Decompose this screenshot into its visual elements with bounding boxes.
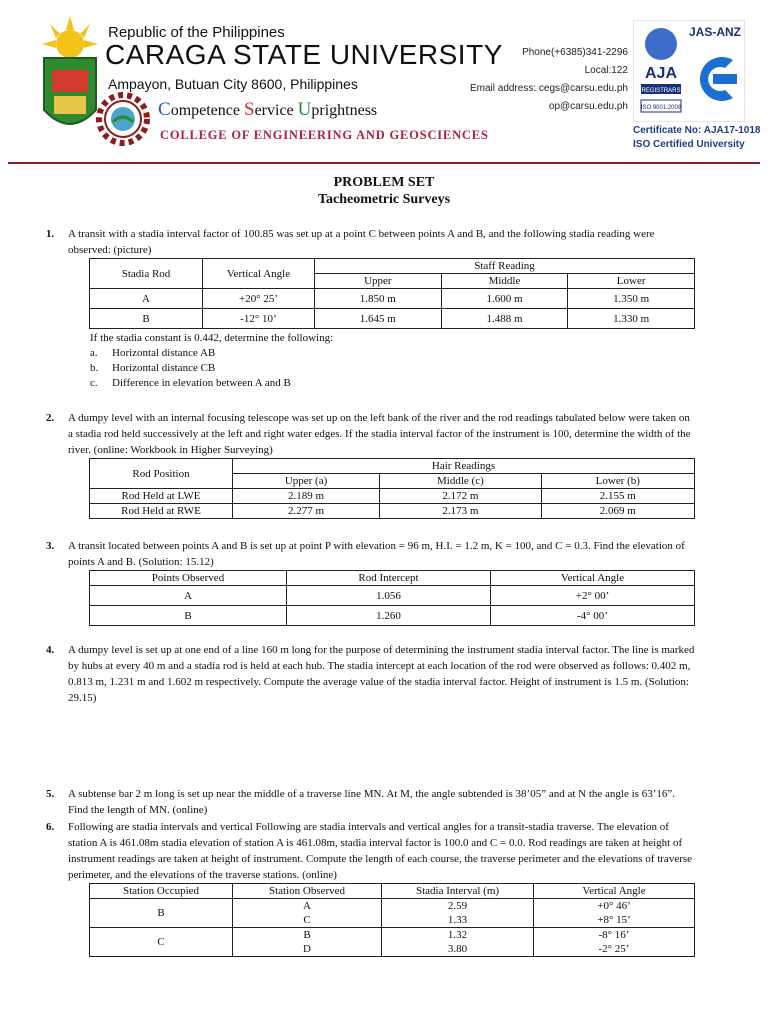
header-cell: Station Occupied — [90, 884, 233, 899]
header-cell: Stadia Interval (m) — [382, 884, 534, 899]
problem-text: A dumpy level is set up at one end of a line 160 m long for the purpose of determining the instrument stadia interval factor. The line is marked by hubs at every 40 m and a stadia rod is held at each hub. The stadia intercept at each location of the rod were observed as follows: 0.402 m, 0.813 m, 1.231 m and 1.602 m respectively. Compute the average value of the stadia interval factor. Height of instrument is 1.5 m. (Solution: 29.15) — [68, 644, 695, 704]
svg-text:AJA: AJA — [644, 65, 678, 82]
problem-4 — [46, 642, 696, 706]
problem-2 — [46, 410, 696, 458]
problem-number: 1. — [46, 228, 55, 240]
problem-text: A transit located between points A and B is set up at point P with elevation = 96 m, H.I. = 1.2 m, K = 100, and C = 0.3. Find the elevation of points A and B. (Solution: 15.12) — [68, 540, 685, 568]
table-row — [90, 289, 695, 309]
contact-info — [470, 44, 628, 116]
problem-text: A dumpy level with an internal focusing telescope was set up on the left bank of the river and the rod readings tabulated below were taken on a stadia rod held successively at the left and right water edges. If the stadia interval factor of the instrument is 100, determine the width of the river. (online: Workbook in Higher Surveying) — [68, 412, 691, 456]
table-cell: 1.350 m — [568, 289, 695, 309]
table-cell: +20° 25’ — [203, 289, 315, 309]
header-cell: Vertical Angle — [534, 884, 695, 899]
table-row — [90, 606, 695, 626]
motto: Competence Service Uprightness — [158, 99, 378, 120]
table-cell: 2.173 m — [380, 504, 542, 519]
header-cell: Hair Readings — [233, 459, 695, 474]
certification-badge — [633, 20, 745, 122]
list-item: c. Difference in elevation between A and B — [90, 377, 291, 389]
problem-text: A transit with a stadia interval factor of 100.85 was set up at a point C between points A and B, and the following stadia reading were observed: (picture) — [68, 228, 655, 256]
header-cell: Station Observed — [233, 884, 382, 899]
header-cell: Points Observed — [90, 571, 287, 586]
table-cell: 2.189 m — [233, 489, 380, 504]
table-cell: 1.645 m — [315, 309, 442, 329]
header-cell: Vertical Angle — [491, 571, 695, 586]
problem-3 — [46, 538, 696, 570]
header-divider — [8, 162, 760, 164]
svg-text:REGISTRARS: REGISTRARS — [641, 88, 681, 94]
table-cell: -8° 16’ -2° 25’ — [534, 928, 695, 957]
table-cell: Rod Held at LWE — [90, 489, 233, 504]
header-cell: Stadia Rod — [90, 259, 203, 289]
table-cell: 1.056 — [287, 586, 491, 606]
university-address: Ampayon, Butuan City 8600, Philippines — [108, 76, 358, 92]
header-cell: Rod Intercept — [287, 571, 491, 586]
table-cell: 2.172 m — [380, 489, 542, 504]
problem-1-after: If the stadia constant is 0.442, determine the following: — [90, 332, 334, 344]
problem-6 — [46, 819, 696, 883]
university-name: CARAGA STATE UNIVERSITY — [105, 39, 503, 70]
university-seal-logo — [38, 14, 102, 142]
table-row — [90, 928, 695, 957]
certificate-number: Certificate No: AJA17-1018 — [633, 125, 761, 136]
local-number: Local:122 — [584, 65, 628, 76]
email-address: Email address: cegs@carsu.edu.ph — [469, 83, 628, 94]
table-cell: B — [90, 309, 203, 329]
table-cell: B D — [233, 928, 382, 957]
problem-number: 6. — [46, 821, 55, 833]
problem-text: Following are stadia intervals and vertical Following are stadia intervals and vertical angles for a transit-stadia traverse. The elevation of station A is 461.08m stadia elevation of station A is 461.08m, stadia interval factor is 100.0 and C = 0.0. Rod readings are taken at height of instrument readings are taken at height of instrument. Compute the length of each course, the traverse perimeter and the elevations of traverse perimeter, and the elevations of the traverse stations. (online) — [68, 821, 693, 881]
problem-2-table — [89, 458, 695, 519]
header-cell: Staff Reading — [315, 259, 695, 274]
table-cell: +2° 00’ — [491, 586, 695, 606]
page-title: PROBLEM SET — [333, 175, 435, 190]
header-cell: Rod Position — [90, 459, 233, 489]
header-cell: Middle (c) — [380, 474, 542, 489]
table-cell: A — [90, 586, 287, 606]
problem-3-table — [89, 570, 695, 626]
page-subtitle: Tacheometric Surveys — [317, 192, 451, 207]
table-cell: 2.59 1.33 — [382, 899, 534, 928]
table-cell: Rod Held at RWE — [90, 504, 233, 519]
problem-number: 4. — [46, 644, 55, 656]
table-cell: 1.330 m — [568, 309, 695, 329]
problem-6-table — [89, 883, 695, 957]
header-cell: Middle — [441, 274, 568, 289]
table-cell: C — [90, 928, 233, 957]
svg-text:ISO 9001:2008: ISO 9001:2008 — [640, 105, 682, 111]
table-cell: 1.32 3.80 — [382, 928, 534, 957]
table-cell: -12° 10’ — [203, 309, 315, 329]
problem-text: A subtense bar 2 m long is set up near the middle of a traverse line MN. At M, the angle subtended is 38’05” and at N the angle is 63’16”. Find the length of MN. (online) — [68, 788, 675, 816]
header-cell: Lower (b) — [541, 474, 694, 489]
list-item: a. Horizontal distance AB — [90, 347, 216, 359]
gear-logo-icon — [96, 92, 150, 146]
table-cell: -4° 00’ — [491, 606, 695, 626]
header-cell: Lower — [568, 274, 695, 289]
table-cell: 2.277 m — [233, 504, 380, 519]
republic-label: Republic of the Philippines — [108, 24, 285, 41]
problem-number: 2. — [46, 412, 55, 424]
header-cell: Upper — [315, 274, 442, 289]
table-row — [90, 504, 695, 519]
certificate-info — [633, 124, 760, 152]
table-cell: B — [90, 606, 287, 626]
email-address-2: op@carsu.edu.ph — [548, 101, 628, 112]
table-cell: +0° 46’ +8° 15’ — [534, 899, 695, 928]
table-cell: A — [90, 289, 203, 309]
table-row — [90, 309, 695, 329]
table-cell: B — [90, 899, 233, 928]
table-cell: A C — [233, 899, 382, 928]
iso-certified-label: ISO Certified University — [633, 139, 745, 150]
table-cell: 1.600 m — [441, 289, 568, 309]
table-row — [90, 586, 695, 606]
table-cell: 2.069 m — [541, 504, 694, 519]
sun-rays-icon — [42, 16, 98, 58]
college-name: COLLEGE OF ENGINEERING AND GEOSCIENCES — [160, 128, 489, 142]
table-cell: 1.488 m — [441, 309, 568, 329]
table-cell: 2.155 m — [541, 489, 694, 504]
header-cell: Vertical Angle — [203, 259, 315, 289]
svg-text:JAS-ANZ: JAS-ANZ — [688, 25, 742, 39]
list-item: b. Horizontal distance CB — [90, 362, 216, 374]
problem-number: 3. — [46, 540, 55, 552]
header-cell: Upper (a) — [233, 474, 380, 489]
problem-5 — [46, 786, 696, 818]
problem-number: 5. — [46, 788, 55, 800]
phone-number: Phone(+6385)341-2296 — [522, 47, 628, 58]
problem-1 — [46, 226, 696, 258]
table-row — [90, 899, 695, 928]
table-cell: 1.850 m — [315, 289, 442, 309]
problem-1-table — [89, 258, 695, 329]
table-cell: 1.260 — [287, 606, 491, 626]
table-row — [90, 489, 695, 504]
